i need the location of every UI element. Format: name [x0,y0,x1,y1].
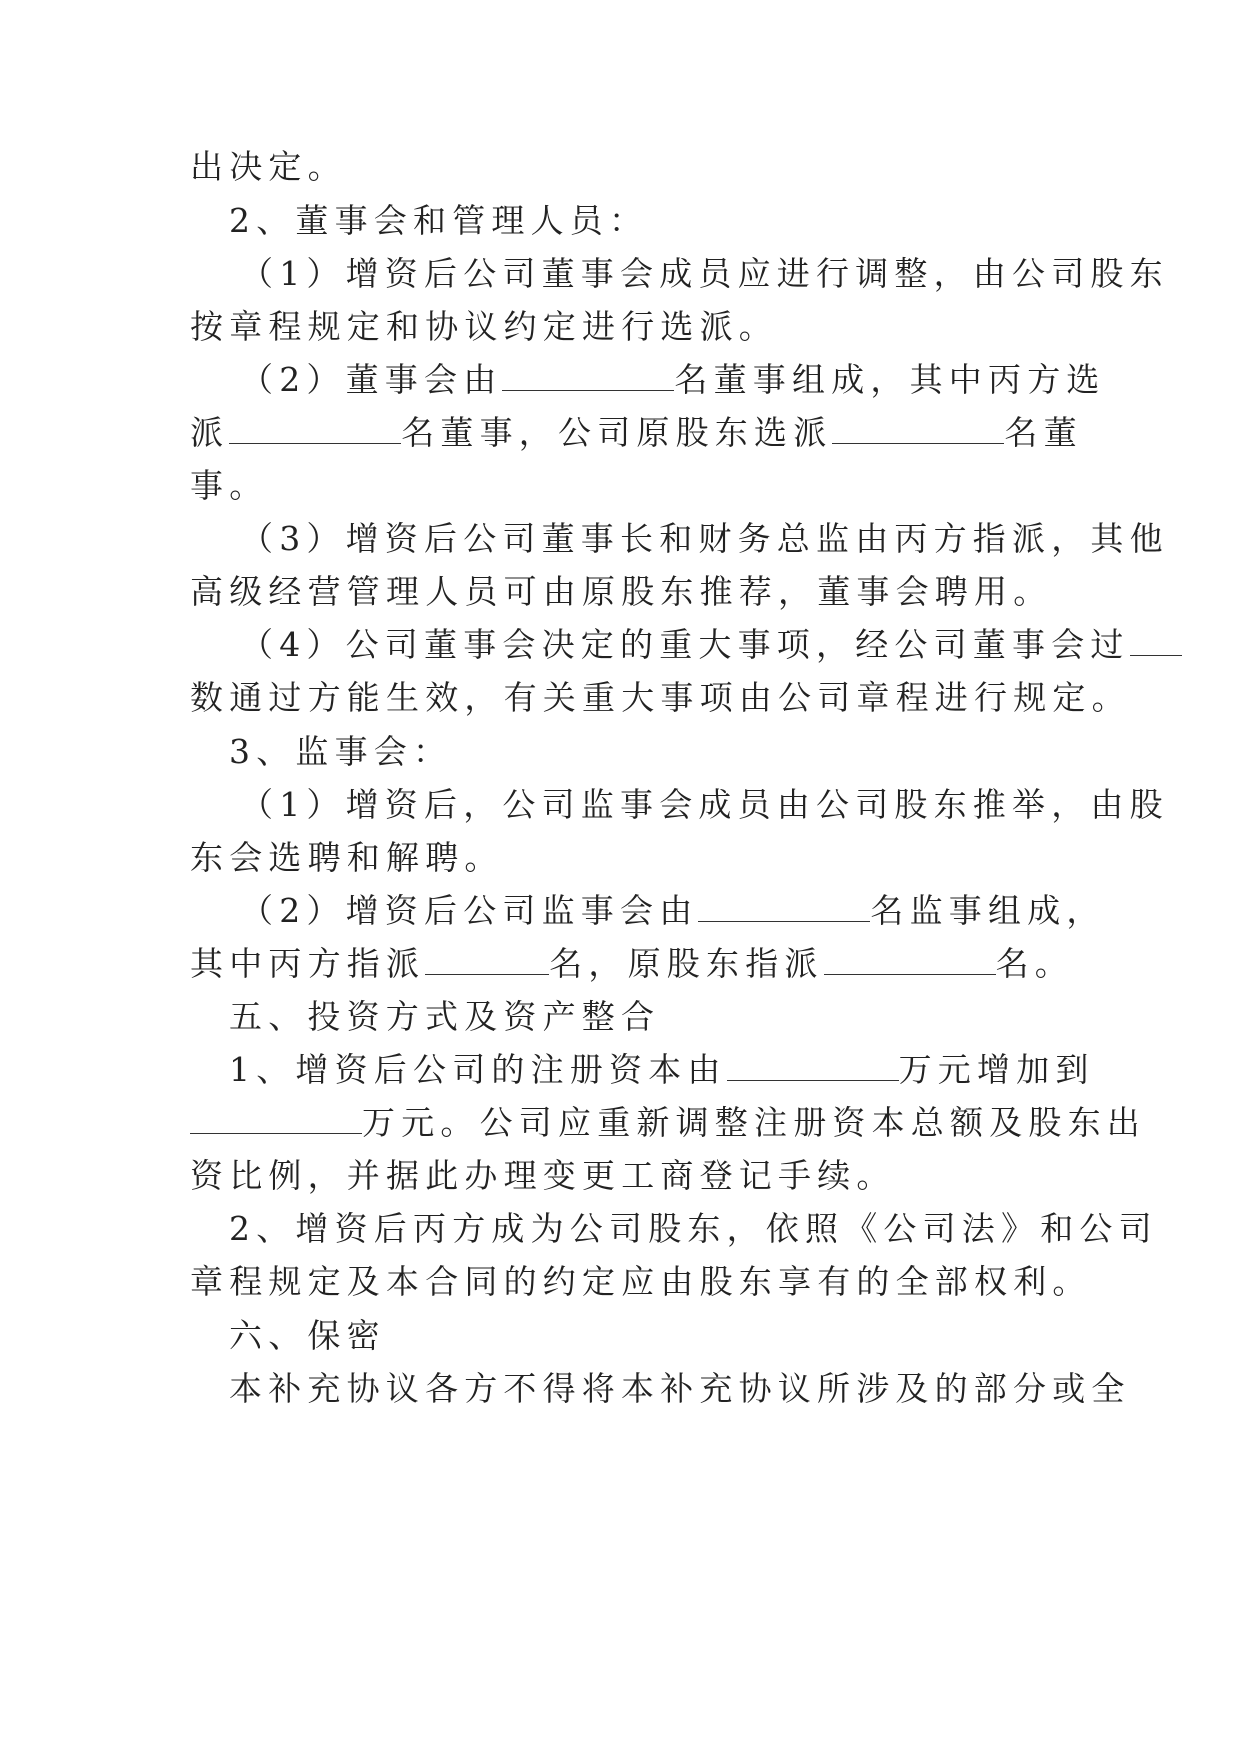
line-text: 名董事，公司原股东选派 [401,413,833,452]
paragraph-line: 出决定。 [190,147,347,186]
section-heading: 3、监事会： [229,732,453,771]
paragraph-line: （1）增资后，公司监事会成员由公司股东推举，由股 [240,785,1169,824]
paragraph-line [190,413,1083,453]
fill-blank [1130,651,1182,656]
line-text: 名，原股东指派 [549,944,824,983]
paragraph-line: 按章程规定和协议约定进行选派。 [190,307,778,346]
paragraph-line: 资比例，并据此办理变更工商登记手续。 [190,1156,896,1195]
paragraph-line: 本补充协议各方不得将本补充协议所涉及的部分或全 [229,1369,1131,1408]
paragraph-line [190,944,1075,984]
fill-blank [229,439,401,444]
line-text: 名。 [995,944,1075,983]
section-heading: 2、董事会和管理人员： [229,201,649,240]
paragraph-line: 高级经营管理人员可由原股东推荐，董事会聘用。 [190,572,1053,611]
paragraph-line: 2、增资后丙方成为公司股东，依照《公司法》和公司 [229,1209,1158,1248]
paragraph-line: 数通过方能生效，有关重大事项由公司章程进行规定。 [190,678,1131,717]
paragraph-line [229,1050,1095,1090]
line-text: 名董事组成，其中丙方选 [674,360,1106,399]
fill-blank [425,970,549,975]
line-text: 派 [190,413,230,452]
paragraph-line: 章程规定及本合同的约定应由股东享有的全部权利。 [190,1262,1092,1301]
line-text: 1、增资后公司的注册资本由 [229,1050,727,1089]
paragraph-line: 事。 [190,466,269,505]
paragraph-line [240,625,1130,665]
fill-blank [832,439,1004,444]
paragraph-line [240,891,1106,931]
fill-blank [727,1076,899,1081]
paragraph-line [240,360,1106,400]
section-heading: 六、保密 [229,1316,386,1355]
fill-blank [502,386,674,391]
line-text: （2）增资后公司监事会由 [240,891,699,930]
paragraph-line: （3）增资后公司董事长和财务总监由丙方指派，其他 [240,519,1169,558]
line-text: 名监事组成， [870,891,1106,930]
paragraph-line: 东会选聘和解聘。 [190,838,504,877]
fill-blank [698,917,870,922]
fill-blank [824,970,996,975]
fill-blank [190,1129,362,1134]
line-text: 名董 [1004,413,1083,452]
line-text: 万元增加到 [898,1050,1095,1089]
section-heading: 五、投资方式及资产整合 [229,997,661,1036]
line-text: （4）公司董事会决定的重大事项，经公司董事会过 [240,625,1130,664]
line-text: 其中丙方指派 [190,944,426,983]
line-text: 万元。公司应重新调整注册资本总额及股东出 [362,1103,1146,1142]
paragraph-line: （1）增资后公司董事会成员应进行调整，由公司股东 [240,254,1169,293]
line-text: （2）董事会由 [240,360,503,399]
paragraph-line [190,1103,1146,1143]
